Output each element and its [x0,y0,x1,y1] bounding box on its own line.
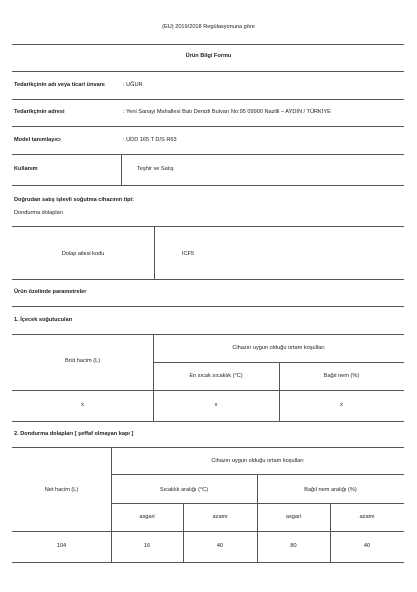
section2-temp-range-header: Sıcaklık aralığı (°C) [159,487,209,493]
section2-temp-min-header: asgari [139,514,155,520]
cell-divider [154,226,155,279]
divider [12,562,404,563]
divider [12,279,404,280]
section1-cell-temp: x [214,402,218,408]
divider [12,306,404,307]
section2-volume-header: Net hacim (L) [44,487,79,493]
section2-cell-volume: 104 [56,543,67,549]
divider [12,185,404,186]
divider [12,44,404,45]
family-value: ICF5 [182,251,195,257]
supplier-name-label: Tedarikçinin adı veya ticari ünvanı [14,82,105,88]
section1-humidity-header: Bağıl nem (%) [323,373,360,379]
divider [12,334,404,335]
device-type-value: Dondurma dolapları [14,210,64,216]
form-title: Ürün Bilgi Formu [185,53,232,59]
supplier-address-label: Tedarikçinin adresi [14,109,65,115]
usage-label: Kullanım [14,166,38,172]
section2-humidity-range-header: Bağıl nem aralığı (%) [304,487,357,493]
divider [12,447,404,448]
supplier-address-value: : Yeni Sanayi Mahallesi Batı Denizli Bulvarı No:95 09900 Nazilli – AYDIN / TÜRKİYE [123,109,331,115]
divider [12,390,404,391]
section1-cell-humidity: x [340,402,343,408]
cell-divider [330,503,331,562]
section1-conditions-header: Cihazın uygun olduğu ortam koşulları [232,345,325,351]
family-label: Dolap ailesi kodu [61,251,105,257]
section2-conditions-header: Cihazın uygun olduğu ortam koşulları [211,458,304,464]
section2-cell-temp-max: 40 [216,543,224,549]
section2-cell-temp-min: 16 [143,543,151,549]
usage-value: Teşhir ve Satış [137,166,174,172]
cell-divider [183,503,184,562]
divider [111,503,404,504]
device-type-label: Doğrudan satış işlevli soğutma cihazının tipi: [14,197,134,203]
divider [12,154,404,155]
section1-title: 1. İçecek soğutucuları [14,317,73,323]
model-label: Model tanımlayıcı [14,137,61,143]
section1-temp-header: En sıcak sıcaklık (°C) [189,373,243,379]
divider [12,421,404,422]
section2-temp-max-header: azami [212,514,228,520]
divider [12,71,404,72]
section2-humidity-max-header: azami [359,514,375,520]
section1-volume-header: Brüt hacim (L) [64,358,101,364]
params-title: Ürün özelinde parametreler [14,289,87,295]
section2-humidity-min-header: asgari [285,514,302,520]
divider [12,226,404,227]
section2-cell-humidity-max: 40 [363,543,371,549]
cell-divider [279,362,280,421]
cell-divider [121,154,122,185]
section2-cell-humidity-min: 80 [290,543,297,549]
supplier-name-value: : UĞUR [123,82,143,88]
divider [12,531,404,532]
divider [12,126,404,127]
divider [12,99,404,100]
regulation-header: (EU) 2019/2018 Regülasyonuna göre [162,24,255,30]
model-value: : UDD 165 T D/S R63 [123,137,177,143]
section1-cell-volume: x [81,402,84,408]
section2-title: 2. Dondurma dolapları [ şeffaf olmayan kapı ] [14,431,134,437]
